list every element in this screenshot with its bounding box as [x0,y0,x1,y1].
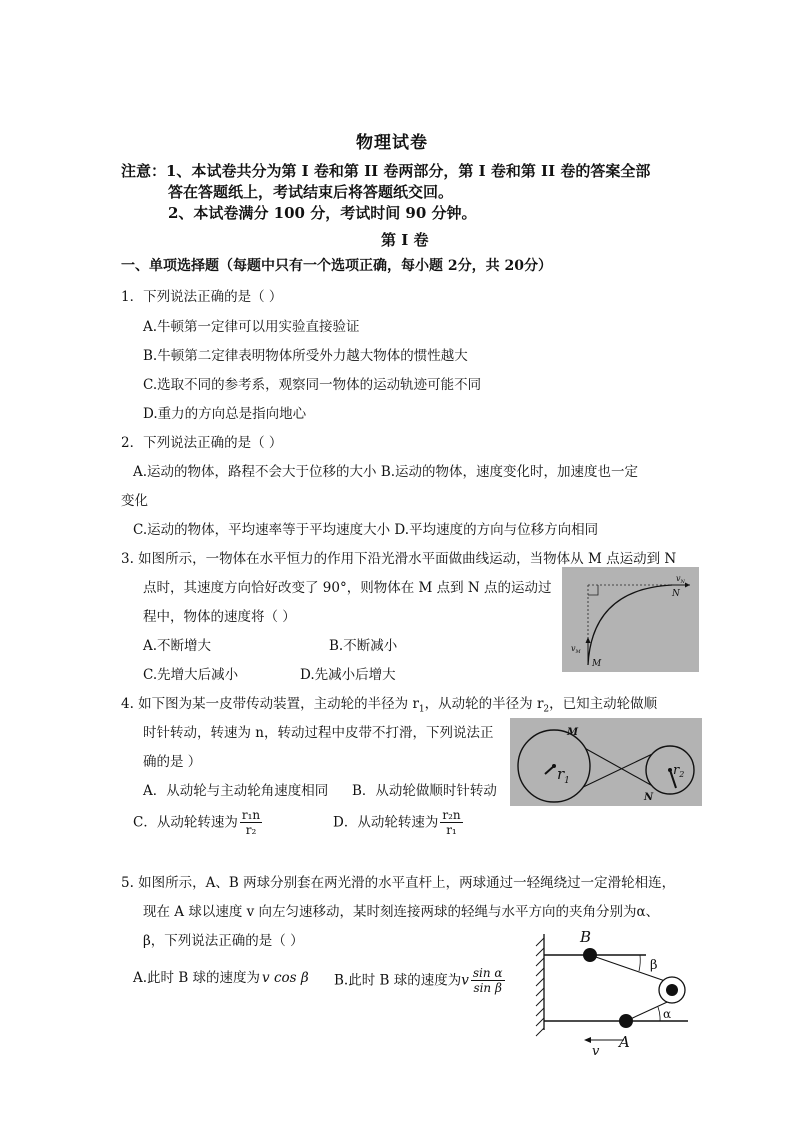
q4-stem-line1: 4. 如下图为某一皮带传动装置，主动轮的半径为 $r_1$，从动轮的半径为 $r_2$，已知主动轮做顺 [121,696,658,715]
q3-option-b: B.不断减小 [329,638,398,654]
notice-line3: 2、本试卷满分 100 分，考试时间 90 分钟。 [168,204,477,222]
q2-options-cd: C.运动的物体，平均速率等于平均速度大小 D.平均速度的方向与位移方向相同 [133,522,599,538]
q3-label-vm: $v_M$ [571,644,581,655]
q1-option-d: D.重力的方向总是指向地心 [143,406,307,422]
q4-label-m: M [567,727,579,738]
q3-label-m: M [592,659,602,669]
q1-option-a: A.牛顿第一定律可以用实验直接验证 [143,319,360,335]
q5-label-v: v [592,1044,600,1058]
q1-option-c: C.选取不同的参考系，观察同一物体的运动轨迹可能不同 [143,377,482,393]
q1-option-b: B.牛顿第二定律表明物体所受外力越大物体的惯性越大 [143,348,468,364]
q5-stem-line2: 现在 A 球以速度 v 向左匀速移动，某时刻连接两球的轻绳与水平方向的夹角分别为α、 [143,904,660,920]
part-title: 第 I 卷 [381,231,429,249]
section-heading: 一、单项选择题（每题中只有一个选项正确，每小题 2分，共 20分） [121,258,552,274]
q5-option-b: B.此时 B 球的速度为v $\frac{\text{sin α}}{\text{sin β}}$ [334,966,503,996]
q4-option-c: C．从动轮转速为 $\frac{\text{r₁n}}{\text{r₂}}$ [133,808,261,838]
q2-stem: 2．下列说法正确的是（ ） [121,435,283,451]
q2-option-b-cont: 变化 [121,493,148,509]
q1-stem: 1．下列说法正确的是（ ） [121,289,283,305]
q4-option-b: B．从动轮做顺时针转动 [352,783,497,799]
q5-option-a: A.此时 B 球的速度为 v cos β [133,970,309,986]
q3-stem-line2: 点时，其速度方向恰好改变了 90°，则物体在 M 点到 N 点的运动过 [143,580,552,596]
q4-label-r1: $r_1$ [557,765,570,786]
q5-label-alpha: α [663,1007,672,1021]
notice-line1: 注意：1、本试卷共分为第 I 卷和第 II 卷两部分，第 I 卷和第 II 卷的答案全部 [121,162,651,180]
q4-label-r2: $r_2$ [673,763,685,779]
q5-label-a: A [619,1033,630,1051]
q2-options-ab: A.运动的物体，路程不会大于位移的大小 B.运动的物体，速度变化时，加速度也一定 [133,464,639,480]
q4-stem-line2: 时针转动，转速为 n，转动过程中皮带不打滑，下列说法正 [143,725,494,741]
notice-line2: 答在答题纸上，考试结束后将答题纸交回。 [168,183,454,201]
q5-stem-line1: 5. 如图所示，A、B 两球分别套在两光滑的水平直杆上，两球通过一轻绳绕过一定滑轮相连， [121,875,676,891]
q3-label-n: N [672,589,680,599]
q3-option-a: A.不断增大 [143,638,212,654]
q4-option-d: D．从动轮转速为 $\frac{\text{r₂n}}{\text{r₁}}$ [333,808,461,838]
q5-stem-line3: β，下列说法正确的是（ ） [143,933,304,949]
q3-stem-line3: 程中，物体的速度将（ ） [143,609,296,625]
q4-stem-line3: 确的是 ） [143,754,202,770]
q4-belt-figure [510,718,702,806]
q5-label-b: B [580,928,592,946]
q4-label-n: N [644,792,654,803]
q3-option-d: D.先减小后增大 [300,667,396,683]
q5-pulley-figure [528,926,698,1058]
q3-trajectory-figure [562,567,699,672]
q5-label-beta: β [650,958,658,973]
q3-label-vn: $v_N$ [676,574,685,585]
q3-stem-line1: 3. 如图所示，一物体在水平恒力的作用下沿光滑水平面做曲线运动，当物体从 M 点运动到 N [121,551,677,567]
q3-option-c: C.先增大后减小 [143,667,239,683]
page-title: 物理试卷 [356,133,428,153]
q4-option-a: A．从动轮与主动轮角速度相同 [143,783,329,799]
